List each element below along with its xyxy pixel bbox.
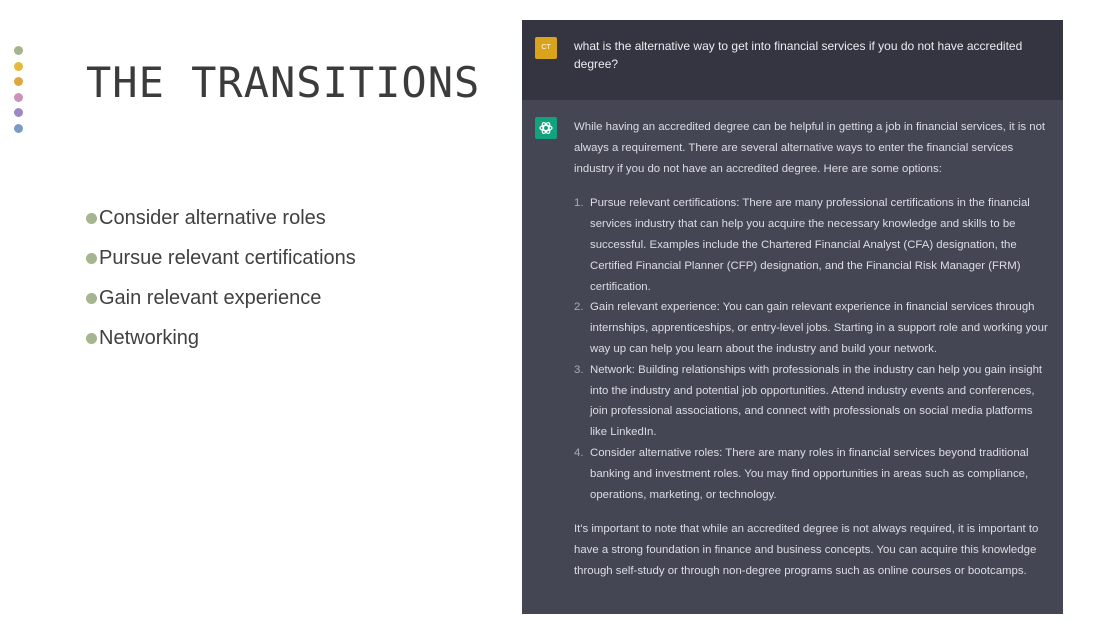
user-message	[522, 20, 1063, 100]
dot	[14, 62, 23, 71]
slide-title: THE TRANSITIONS	[86, 58, 481, 107]
user-message-text: what is the alternative way to get into financial services if you do not have accredited degree?	[574, 39, 1023, 71]
chat-screenshot	[522, 20, 1063, 614]
bullet-dot-icon	[86, 213, 97, 224]
bullet-list	[86, 203, 356, 363]
assistant-list	[574, 193, 1052, 505]
bullet-text: Consider alternative roles	[99, 207, 326, 229]
dot	[14, 77, 23, 86]
list-text: Pursue relevant certifications: There are many professional certifications in the financial services industry that can help you acquire the necessary knowledge and skills to be successful. Examples include the Chartered Financial Analyst (CFA) designation, the Certified Financial Planner (CFP) designation, and the Financial Risk Manager (FRM) certification.	[590, 197, 1030, 293]
bullet-text: Pursue relevant certifications	[99, 247, 356, 269]
bullet-dot-icon	[86, 253, 97, 264]
dot	[14, 108, 23, 117]
bullet-text: Gain relevant experience	[99, 287, 322, 309]
list-item	[574, 360, 1052, 443]
assistant-intro: While having an accredited degree can be helpful in getting a job in financial services, it is not always a requirement. There are several alternative ways to enter the financial services industry if you do not have an accredited degree. Here are some options:	[574, 121, 1046, 175]
dot	[14, 93, 23, 102]
bullet-item	[86, 243, 356, 283]
bullet-item	[86, 203, 356, 243]
bullet-dot-icon	[86, 293, 97, 304]
list-text: Network: Building relationships with professionals in the industry can help you gain insight into the industry and potential job opportunities. Attend industry events and conferences, join professional associations, and connect with professionals on social media platforms like LinkedIn.	[590, 363, 1043, 439]
list-number: 2.	[574, 301, 584, 314]
dot	[14, 46, 23, 55]
dot	[14, 124, 23, 133]
list-number: 3.	[574, 363, 584, 376]
openai-logo-icon	[535, 117, 557, 139]
bullet-text: Networking	[99, 327, 200, 349]
list-item	[574, 443, 1052, 505]
bullet-dot-icon	[86, 333, 97, 344]
list-item	[574, 193, 1052, 297]
user-avatar: CT	[535, 37, 557, 59]
decorative-dots	[14, 46, 24, 139]
assistant-message	[574, 117, 1052, 582]
list-text: Gain relevant experience: You can gain relevant experience in financial services through internships, apprenticeships, or entry-level jobs. Starting in a support role and working your way up can help you learn about the industry and build your network.	[590, 301, 1048, 355]
list-text: Consider alternative roles: There are many roles in financial services beyond traditional banking and investment roles. You may find opportunities in areas such as compliance, operations, marketing, or technology.	[590, 446, 1029, 501]
list-number: 4.	[574, 446, 584, 459]
list-item	[574, 297, 1052, 359]
list-number: 1.	[574, 197, 584, 210]
assistant-closing: It's important to note that while an accredited degree is not always required, it is important to have a strong foundation in finance and business concepts. You can acquire this knowledge through self-study or through non-degree programs such as online courses or bootcamps.	[574, 523, 1039, 577]
bullet-item	[86, 323, 356, 363]
bullet-item	[86, 283, 356, 323]
